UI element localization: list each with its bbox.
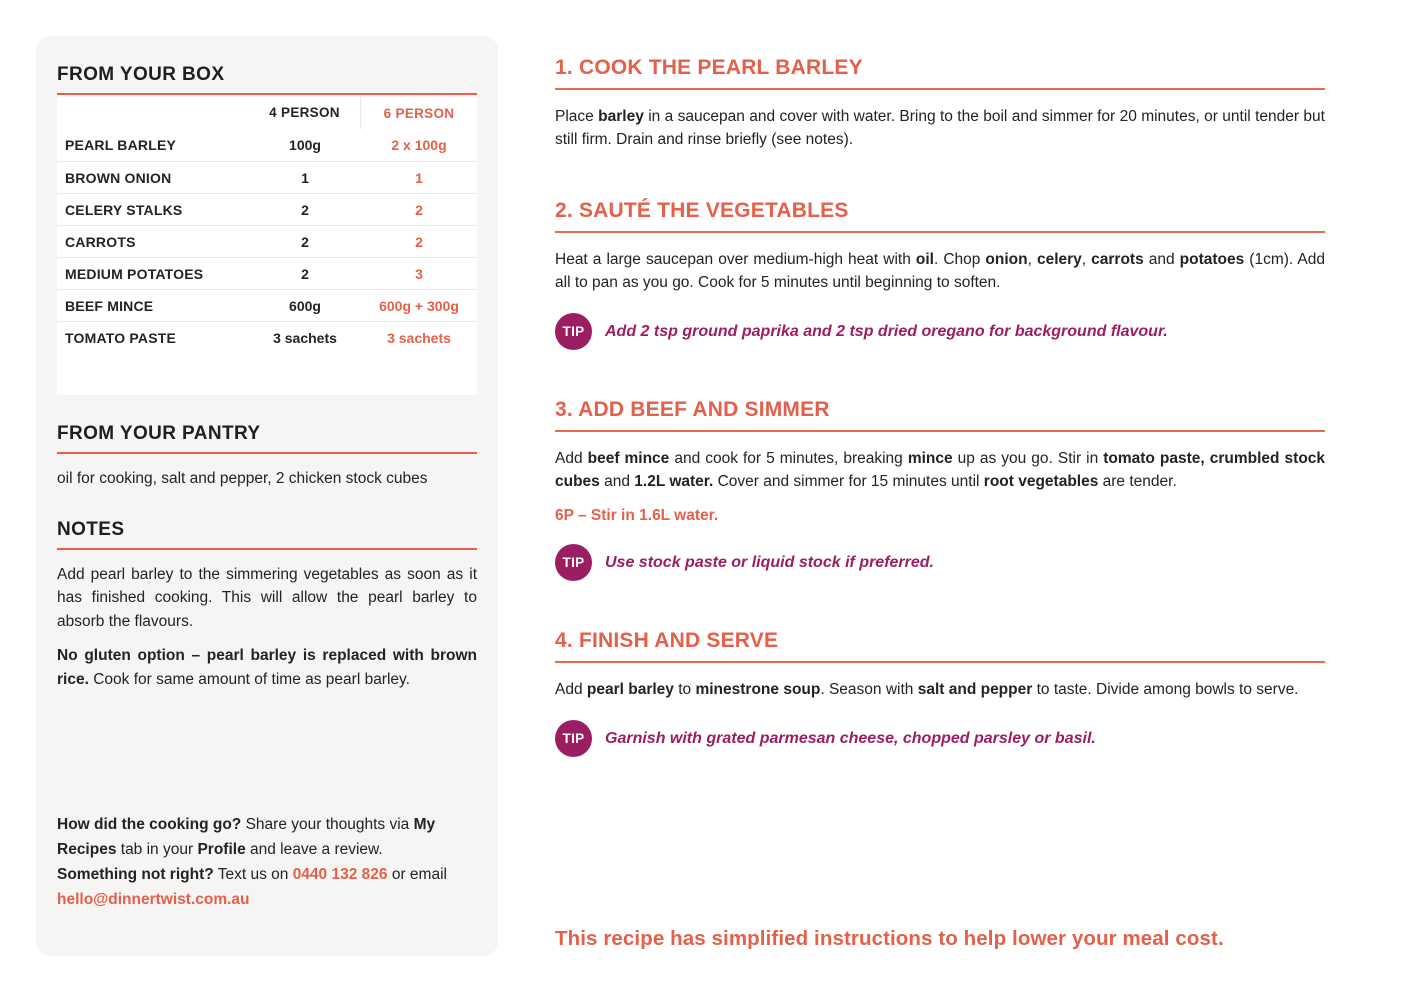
ingredient-row: [57, 129, 477, 161]
text-segment: and leave a review.: [245, 841, 383, 858]
section-divider: [57, 452, 477, 454]
step-4-title: 4. FINISH AND SERVE: [555, 629, 779, 653]
pantry-section: [57, 423, 477, 491]
ingredient-p4: 3 sachets: [273, 329, 337, 346]
text-segment: barley: [598, 108, 644, 126]
step-1-cook-pearl-barley: [555, 56, 1325, 151]
step-4-tip: [555, 720, 1325, 757]
text-segment: Profile: [197, 841, 246, 858]
text-segment: salt and pepper: [917, 681, 1033, 699]
text-segment: are tender.: [1098, 473, 1177, 491]
section-divider: [57, 93, 477, 95]
text-segment: . Chop: [933, 251, 986, 269]
ingredient-p4: 2: [301, 233, 309, 250]
step-divider: [555, 231, 1325, 233]
tip-badge-icon: TIP: [555, 313, 592, 350]
notes-title: NOTES: [57, 518, 125, 540]
notes-gluten-paragraph: [57, 644, 477, 691]
tip-text: Garnish with grated parmesan cheese, chopped parsley or basil.: [605, 729, 1096, 747]
feedback-block: [57, 812, 477, 912]
pantry-text: oil for cooking, salt and pepper, 2 chicken stock cubes: [57, 470, 428, 487]
feedback-review-text: [57, 812, 477, 862]
ingredient-p4: 100g: [289, 137, 321, 153]
ingredient-row: [57, 289, 477, 321]
ingredient-p6: 3 sachets: [387, 329, 451, 346]
ingredients-table-body: [57, 129, 477, 353]
text-segment: . Season with: [820, 681, 918, 699]
text-segment: Add: [555, 450, 588, 468]
instructions-column: [555, 56, 1325, 757]
text-segment: carrots: [1091, 251, 1144, 269]
ingredient-row: [57, 225, 477, 257]
ingredient-p6: 2: [415, 233, 423, 250]
step-3-add-beef-and-simmer: [555, 398, 1325, 581]
text-segment: to: [673, 681, 696, 699]
text-segment: Place: [555, 108, 599, 126]
ingredient-row: [57, 257, 477, 289]
text-segment: onion: [985, 251, 1028, 269]
ingredient-item: CELERY STALKS: [65, 201, 183, 218]
step-2-title: 2. SAUTÉ THE VEGETABLES: [555, 199, 849, 223]
ingredient-item: BEEF MINCE: [65, 297, 154, 314]
text-segment: My Recipes: [57, 816, 436, 858]
from-your-pantry-title: FROM YOUR PANTRY: [57, 423, 261, 444]
ingredient-p6: 2 x 100g: [391, 137, 447, 153]
text-segment: Cook for same amount of time as pearl barley.: [88, 670, 410, 688]
feedback-contact-text: [57, 862, 477, 912]
ingredient-p6: 1: [415, 169, 423, 186]
text-segment: in a saucepan and cover with water. Bring to the boil and simmer for 20 minutes, or until tender but still firm. Drain and rinse briefly (see notes).: [555, 108, 1325, 149]
text-segment: Add: [555, 681, 587, 699]
ingredient-p4: 2: [301, 265, 309, 282]
text-segment: or email: [387, 866, 447, 883]
text-segment: Heat a large saucepan over medium-high heat with: [555, 251, 916, 269]
text-segment: up as you go. Stir in: [952, 450, 1104, 468]
text-segment: Share your thoughts via: [241, 816, 414, 833]
ingredient-item: PEARL BARLEY: [65, 137, 177, 153]
header-4-person: 4 PERSON: [249, 97, 361, 129]
ingredient-p4: 1: [301, 169, 309, 186]
step-3-body: [555, 447, 1325, 493]
text-segment: to taste. Divide among bowls to serve.: [1032, 681, 1299, 699]
tip-badge-icon: TIP: [555, 720, 592, 757]
step-2-saute-vegetables: [555, 199, 1325, 350]
text-segment: tab in your: [116, 841, 198, 858]
ingredient-item: BROWN ONION: [65, 169, 172, 186]
notes-section: [57, 519, 477, 692]
step-3-title: 3. ADD BEEF AND SIMMER: [555, 398, 830, 422]
ingredient-p4: 600g: [289, 297, 321, 314]
step-divider: [555, 88, 1325, 90]
text-segment: celery: [1036, 251, 1082, 269]
ingredient-row: [57, 161, 477, 193]
text-segment: and: [1143, 251, 1180, 269]
ingredient-item: TOMATO PASTE: [65, 329, 177, 346]
text-segment: and cook for 5 minutes, breaking: [669, 450, 908, 468]
tip-text: Use stock paste or liquid stock if preferred.: [605, 553, 934, 571]
step-4-body: [555, 678, 1325, 701]
ingredients-table: [57, 97, 477, 395]
ingredients-table-header: [57, 97, 477, 129]
ingredient-row: [57, 193, 477, 225]
text-segment: and: [599, 473, 635, 491]
text-segment: No gluten option – pearl barley is replaced with brown rice.: [57, 647, 477, 688]
text-segment: Something not right?: [57, 866, 214, 883]
step-2-body: [555, 248, 1325, 294]
text-segment: tomato paste,: [1103, 450, 1205, 468]
ingredients-panel: [36, 36, 498, 956]
text-segment: oil: [915, 251, 934, 269]
from-your-box-title: FROM YOUR BOX: [57, 64, 225, 85]
text-segment: hello@dinnertwist.com.au: [57, 891, 250, 908]
text-segment: 1.2L water.: [634, 473, 714, 491]
step-divider: [555, 661, 1325, 663]
text-segment: potatoes: [1179, 251, 1245, 269]
step-4-finish-and-serve: [555, 629, 1325, 757]
step-1-body: [555, 105, 1325, 151]
step-3-tip: [555, 544, 1325, 581]
text-segment: Add pearl barley to the simmering vegetables as soon as it has finished cooking. This will allow the pearl barley to absorb the flavours.: [57, 565, 477, 630]
text-segment: 0440 132 826: [292, 866, 388, 883]
text-segment: Cover and simmer for 15 minutes until: [713, 473, 984, 491]
notes-paragraph: [57, 563, 477, 634]
ingredient-p6: 3: [415, 265, 423, 282]
text-segment: How did the cooking go?: [57, 816, 242, 833]
ingredient-p4: 2: [301, 201, 309, 218]
header-6-person: 6 PERSON: [383, 105, 455, 121]
text-segment: pearl barley: [586, 681, 674, 699]
simplified-instructions-note: This recipe has simplified instructions to help lower your meal cost.: [555, 927, 1224, 950]
text-segment: ,: [1081, 251, 1092, 269]
tip-badge-icon: TIP: [555, 544, 592, 581]
text-segment: (1cm). Add all to pan as you go. Cook for 5 minutes until beginning to soften.: [555, 251, 1325, 292]
text-segment: Text us on: [213, 866, 293, 883]
step-2-tip: [555, 313, 1325, 350]
step-divider: [555, 430, 1325, 432]
ingredient-row: [57, 321, 477, 353]
text-segment: beef mince: [587, 450, 670, 468]
text-segment: mince: [907, 450, 953, 468]
text-segment: minestrone soup: [695, 681, 821, 699]
ingredient-item: MEDIUM POTATOES: [65, 265, 204, 282]
text-segment: ,: [1027, 251, 1037, 269]
tip-text: Add 2 tsp ground paprika and 2 tsp dried oregano for background flavour.: [605, 322, 1168, 340]
ingredient-item: CARROTS: [65, 233, 136, 250]
step-3-6p-note: 6P – Stir in 1.6L water.: [555, 507, 719, 525]
text-segment: crumbled stock cubes: [555, 450, 1326, 491]
section-divider: [57, 548, 477, 550]
ingredient-p6: 2: [415, 201, 423, 218]
step-1-title: 1. COOK THE PEARL BARLEY: [555, 56, 863, 79]
ingredient-p6: 600g + 300g: [379, 297, 459, 314]
text-segment: root vegetables: [983, 473, 1099, 491]
